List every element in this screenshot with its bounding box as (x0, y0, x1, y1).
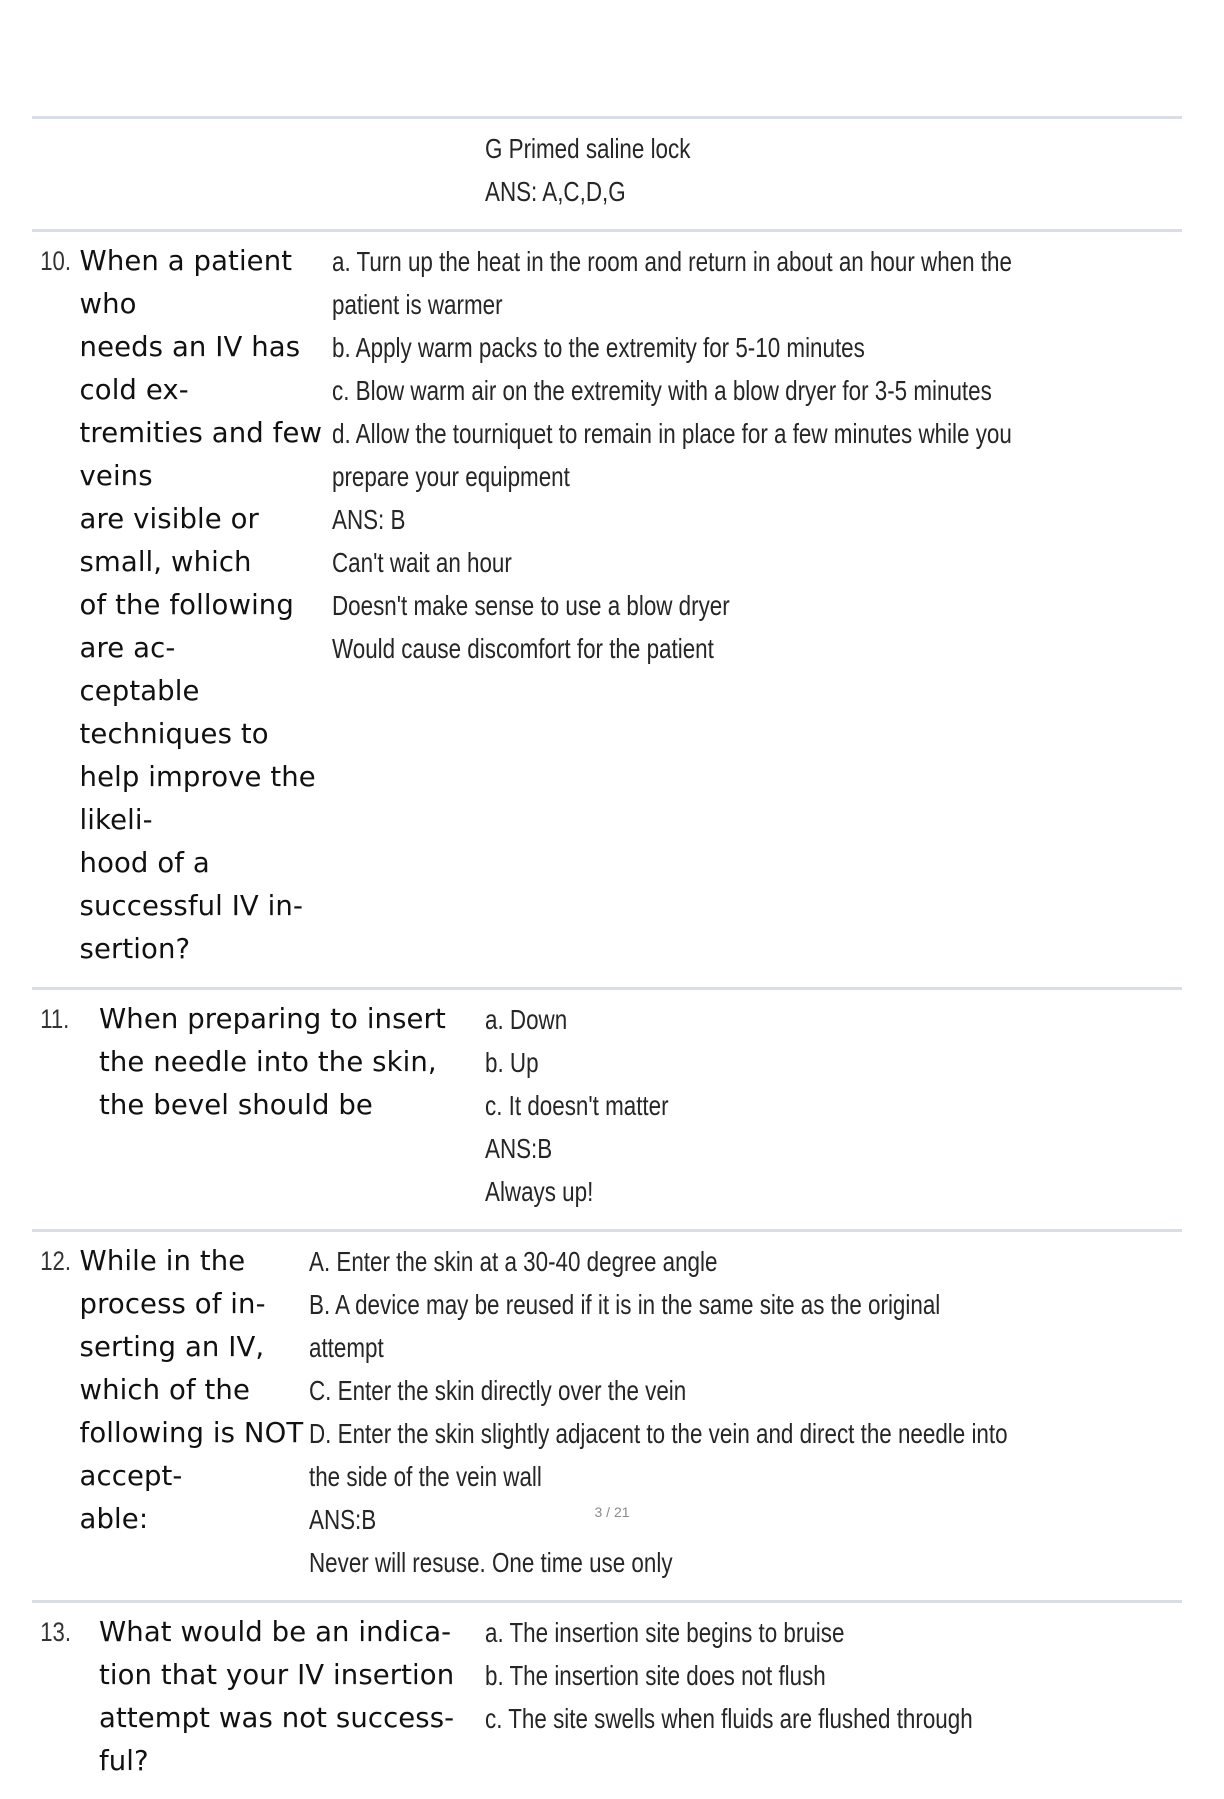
question-number: 12. (40, 1246, 71, 1276)
question-line: able: (79, 1503, 149, 1535)
question-text (80, 240, 333, 971)
question-line: What would be an indica- (99, 1616, 452, 1648)
question-row-12 (32, 1232, 1182, 1600)
question-text (99, 1611, 485, 1783)
question-line: ceptable techniques to (79, 675, 269, 750)
question-row-13 (32, 1603, 1182, 1799)
question-line: attempt was not success- (99, 1702, 455, 1734)
rationale-line: Can't wait an hour (332, 547, 512, 578)
answer-line: a. Down (485, 1004, 568, 1035)
question-line: ful? (99, 1745, 149, 1777)
answer-key: ANS:B (308, 1504, 377, 1535)
question-line: the needle into the skin, (99, 1046, 437, 1078)
answer-line: b. Apply warm packs to the extremity for 5-10 minutes (332, 332, 865, 363)
question-line: tremities and few veins (79, 417, 323, 492)
answer-line: A. Enter the skin at a 30-40 degree angle (308, 1246, 718, 1277)
question-line: When a patient who (79, 245, 293, 320)
answer-line: attempt (308, 1332, 384, 1363)
answer-block (485, 998, 1182, 1213)
answer-line: patient is warmer (332, 289, 503, 320)
answer-line: B. A device may be reused if it is in the same site as the original (308, 1289, 941, 1320)
question-number: 13. (40, 1617, 71, 1647)
document-page (32, 116, 1182, 1799)
question-text (80, 1240, 309, 1541)
answer-line: a. The insertion site begins to bruise (485, 1617, 845, 1648)
rationale-line: Doesn't make sense to use a blow dryer (332, 590, 730, 621)
answer-key: ANS: B (332, 504, 406, 535)
answer-line: c. It doesn't matter (485, 1090, 669, 1121)
answer-block (332, 240, 1182, 670)
rationale-line: Never will resuse. One time use only (308, 1547, 673, 1578)
answer-line: D. Enter the skin slightly adjacent to the vein and direct the needle into (308, 1418, 1008, 1449)
answer-line: b. The insertion site does not flush (485, 1660, 826, 1691)
question-line: help improve the likeli- (79, 761, 316, 836)
answer-line: C. Enter the skin directly over the vein (308, 1375, 687, 1406)
answer-line: a. Turn up the heat in the room and return in about an hour when the (332, 246, 1013, 277)
page-indicator: 3 / 21 (594, 1504, 630, 1520)
question-text (99, 998, 485, 1127)
answer-block (485, 1611, 1182, 1740)
answer-line: the side of the vein wall (308, 1461, 542, 1492)
question-line: of the following are ac- (79, 589, 294, 664)
question-row-10 (32, 232, 1182, 987)
question-line: are visible or small, which (79, 503, 259, 578)
answer-line: c. Blow warm air on the extremity with a blow dryer for 3-5 minutes (332, 375, 992, 406)
question-line: tion that your IV insertion (99, 1659, 455, 1691)
answer-line: prepare your equipment (332, 461, 570, 492)
rationale-line: Always up! (485, 1176, 594, 1207)
answer-line: d. Allow the tourniquet to remain in place for a few minutes while you (332, 418, 1012, 449)
question-number: 11. (40, 1004, 70, 1034)
question-line: needs an IV has cold ex- (79, 331, 301, 406)
question-line: serting an IV, which of the (79, 1331, 265, 1406)
question-line: While in the process of in- (79, 1245, 266, 1320)
question-line: When preparing to insert (99, 1003, 446, 1035)
question-line: the bevel should be (99, 1089, 373, 1121)
rationale-line: Would cause discomfort for the patient (332, 633, 714, 664)
answer-key: ANS:B (485, 1133, 553, 1164)
answer-line: G Primed saline lock (485, 133, 691, 164)
answer-block (485, 127, 1182, 213)
answer-line: b. Up (485, 1047, 539, 1078)
question-line: sertion? (79, 933, 191, 965)
answer-line: c. The site swells when fluids are flushed through (485, 1703, 973, 1734)
answer-block (309, 1240, 1182, 1584)
continued-answer-row (32, 119, 1182, 229)
question-line: hood of a successful IV in- (79, 847, 303, 922)
question-number: 10. (40, 246, 71, 276)
question-row-11 (32, 990, 1182, 1229)
answer-line: ANS: A,C,D,G (485, 176, 626, 207)
question-line: following is NOT accept- (79, 1417, 304, 1492)
